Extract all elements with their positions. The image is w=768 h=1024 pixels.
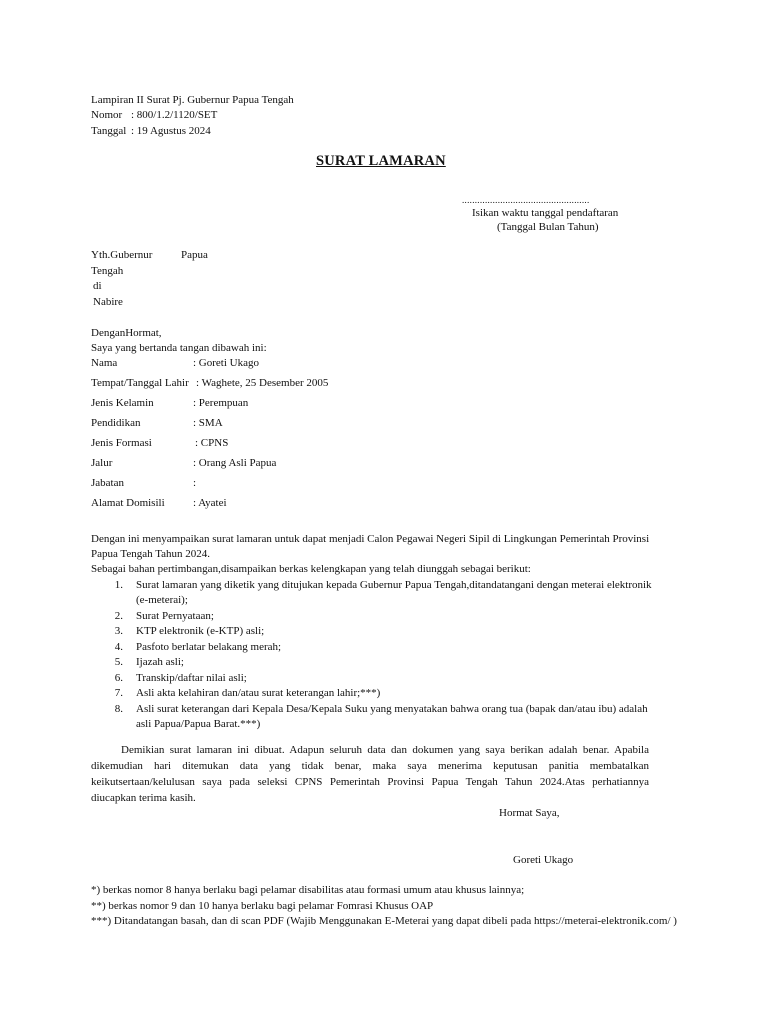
nomor-value: : 800/1.2/1120/SET [131,109,218,121]
list-item-1-line2: (e-meterai); [136,594,188,606]
field-value-ttl: : Waghete, 25 Desember 2005 [196,377,329,389]
body-para2: Sebagai bahan pertimbangan,disampaikan berkas kelengkapan yang telah diunggah sebagai berikut: [91,563,531,575]
field-label-jenis-kelamin: Jenis Kelamin [91,397,154,409]
footnote-3: ***) Ditandatangan basah, dan di scan PDF (Wajib Menggunakan E-Meterai yang dapat dibeli pada https://meterai-elektronik.com/ ) [91,915,677,927]
list-num-5: 5. [114,656,123,668]
field-label-jenis-formasi: Jenis Formasi [91,437,152,449]
list-num-7: 7. [114,687,123,699]
field-value-pendidikan: : SMA [193,417,223,429]
addressee-city: Nabire [93,296,123,308]
date-format: (Tanggal Bulan Tahun) [497,221,599,233]
date-instruction: Isikan waktu tanggal pendaftaran [472,207,619,219]
field-label-ttl: Tempat/Tanggal Lahir [91,377,189,389]
addressee-line1: Yth.Gubernur [91,249,153,261]
field-value-jenis-formasi: : CPNS [195,437,229,449]
list-item-8-line2: asli Papua/Papua Barat.***) [136,718,261,730]
field-value-jalur: : Orang Asli Papua [193,457,277,469]
nomor-label: Nomor [91,109,123,121]
list-num-4: 4. [114,641,123,653]
list-num-1: 1. [114,579,123,591]
list-item-5: Ijazah asli; [136,656,184,668]
field-label-jalur: Jalur [91,457,113,469]
body-para1-line2: Papua Tengah Tahun 2024. [91,548,211,560]
footnote-1: *) berkas nomor 8 hanya berlaku bagi pelamar disabilitas atau formasi umum atau khusus lainnya; [91,884,525,896]
field-label-alamat: Alamat Domisili [91,497,165,509]
date-dots: .................................................. [462,195,590,205]
intro-line: Saya yang bertanda tangan dibawah ini: [91,342,267,354]
field-value-jenis-kelamin: : Perempuan [193,397,249,409]
greeting: DenganHormat, [91,327,162,339]
list-num-2: 2. [114,610,123,622]
lampiran-line: Lampiran II Surat Pj. Gubernur Papua Tengah [91,94,294,106]
field-value-nama: : Goreti Ukago [193,357,259,369]
body-para1-line1: Dengan ini menyampaikan surat lamaran untuk dapat menjadi Calon Pegawai Negeri Sipil di Lingkungan Pemerintah Provinsi [91,533,650,545]
signature-name: Goreti Ukago [513,854,574,866]
closing-line2: dikemudian hari ditemukan data yang tidak benar, maka saya menerima keputusan panitia membatalkan [91,760,649,772]
field-label-jabatan: Jabatan [91,477,124,489]
tanggal-label: Tanggal [91,125,127,137]
document-title: SURAT LAMARAN [316,153,446,169]
list-item-6: Transkip/daftar nilai asli; [136,672,247,684]
list-item-8-line1: Asli surat keterangan dari Kepala Desa/Kepala Suku yang menyatakan bahwa orang tua (bapak dan/atau ibu) adalah [136,703,648,715]
closing-line1: Demikian surat lamaran ini dibuat. Adapun seluruh data dan dokumen yang saya berikan adalah benar. Apabila [121,744,649,756]
list-item-3: KTP elektronik (e-KTP) asli; [136,625,265,637]
field-value-jabatan: : [193,477,197,489]
signature-salutation: Hormat Saya, [499,807,560,819]
list-item-1-line1: Surat lamaran yang diketik yang ditujukan kepada Gubernur Papua Tengah,ditandatangani dengan meterai elektronik [136,579,652,591]
addressee-province: Papua [181,249,208,261]
list-item-4: Pasfoto berlatar belakang merah; [136,641,282,653]
list-item-7: Asli akta kelahiran dan/atau surat keterangan lahir;***) [136,687,381,699]
list-item-2: Surat Pernyataan; [136,610,214,622]
field-value-alamat: : Ayatei [193,497,227,509]
list-num-6: 6. [114,672,123,684]
addressee-line3: di [93,280,102,292]
footnote-2: **) berkas nomor 9 dan 10 hanya berlaku bagi pelamar Fomrasi Khusus OAP [91,900,434,912]
closing-line4: diucapkan terima kasih. [91,792,196,804]
field-label-pendidikan: Pendidikan [91,417,141,429]
addressee-line2: Tengah [91,265,124,277]
tanggal-value: : 19 Agustus 2024 [131,125,211,137]
field-label-nama: Nama [91,357,118,369]
list-num-3: 3. [114,625,123,637]
closing-line3: keikutsertaan/kelulusan saya pada seleksi CPNS Pemerintah Provinsi Papua Tengah Tahun 2024.Atas perhatiannya [91,776,649,788]
list-num-8: 8. [114,703,123,715]
